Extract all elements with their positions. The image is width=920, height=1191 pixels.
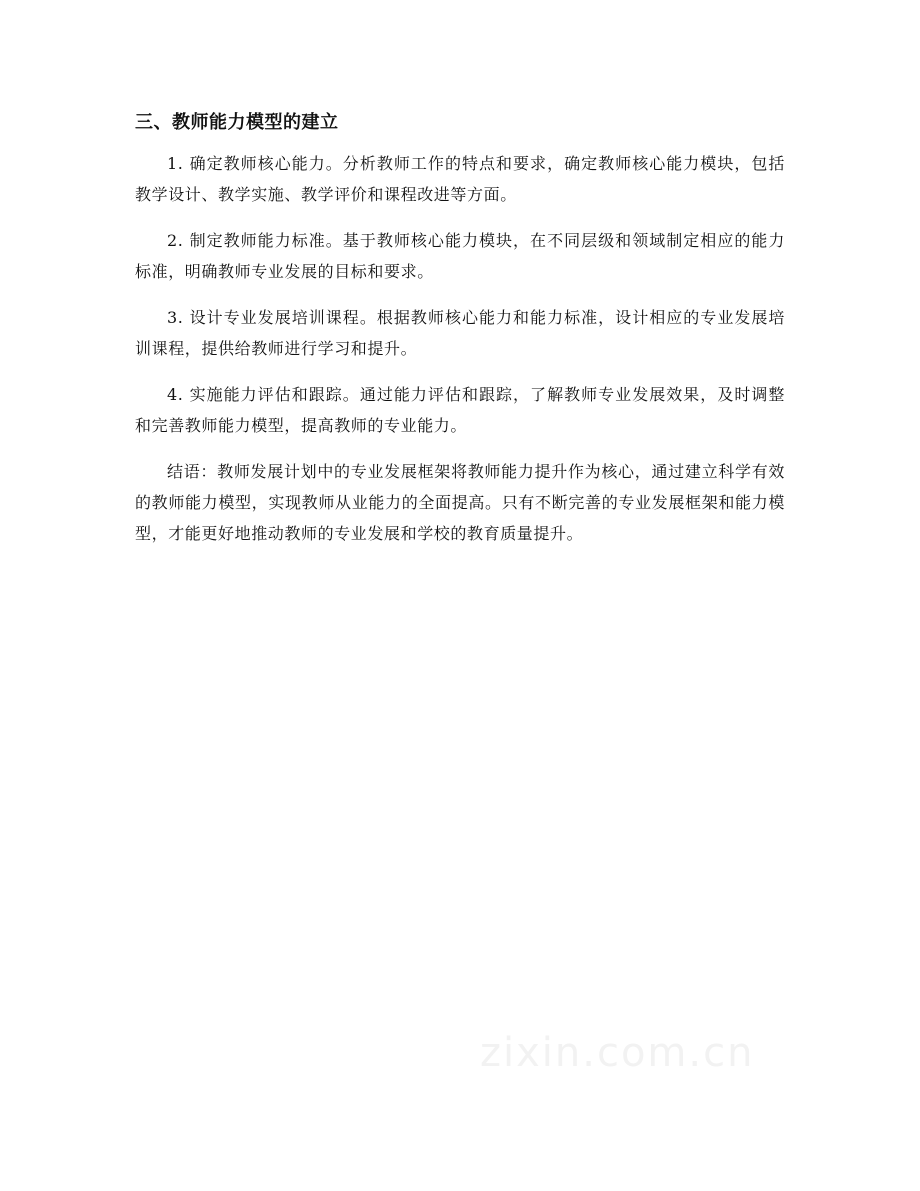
conclusion-paragraph: 结语：教师发展计划中的专业发展框架将教师能力提升作为核心，通过建立科学有效的教师能力模型，实现教师从业能力的全面提高。只有不断完善的专业发展框架和能力模型，才能更好地推动教师的专业发展和学校的教育质量提升。 [135,462,785,543]
section-heading: 三、教师能力模型的建立 [135,112,339,133]
paragraph-item-4: 4. 实施能力评估和跟踪。通过能力评估和跟踪，了解教师专业发展效果，及时调整和完善教师能力模型，提高教师的专业能力。 [135,385,785,435]
document-body [135,108,785,564]
paragraph-item-1: 1. 确定教师核心能力。分析教师工作的特点和要求，确定教师核心能力模块，包括教学设计、教学实施、教学评价和课程改进等方面。 [135,154,785,204]
paragraph-item-3: 3. 设计专业发展培训课程。根据教师核心能力和能力标准，设计相应的专业发展培训课程，提供给教师进行学习和提升。 [135,308,785,358]
paragraph-item-2: 2. 制定教师能力标准。基于教师核心能力模块，在不同层级和领域制定相应的能力标准，明确教师专业发展的目标和要求。 [135,231,785,281]
watermark-text: zixin.com.cn [480,1030,755,1076]
